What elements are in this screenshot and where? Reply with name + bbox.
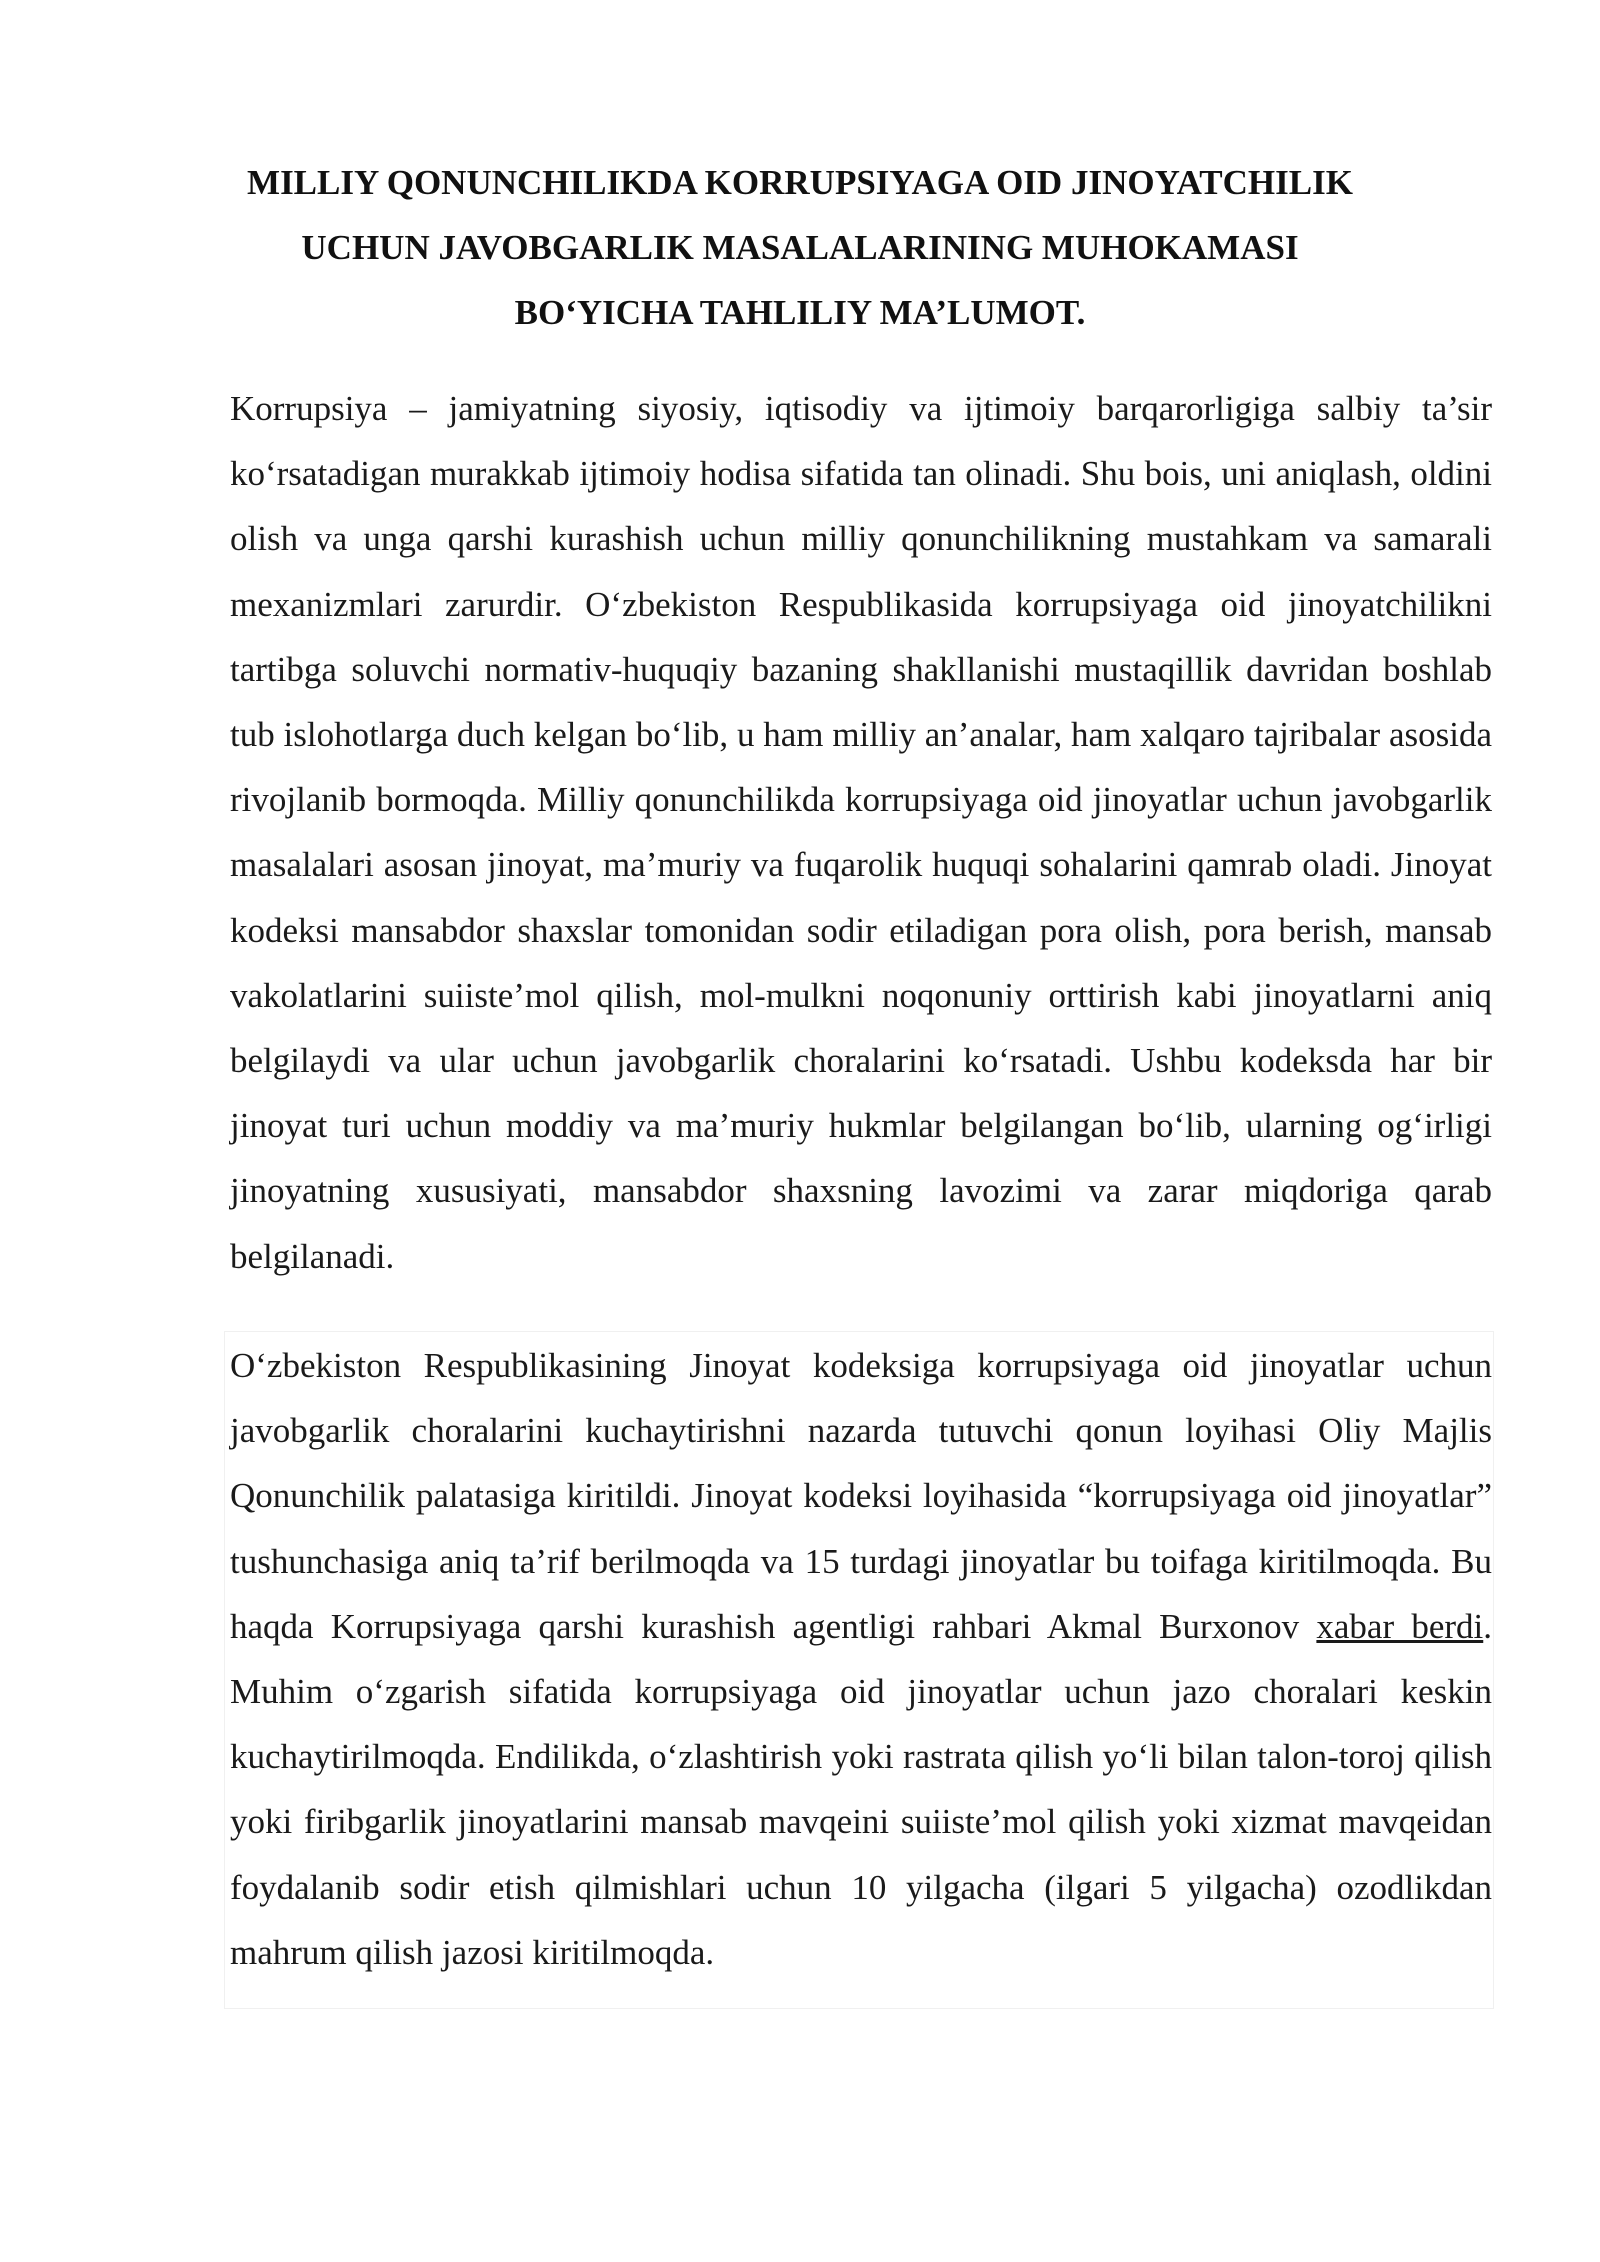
news-source-link[interactable]: xabar berdi — [1316, 1606, 1484, 1646]
paragraph-2-text-end: . Muhim o‘zgarish sifatida korrupsiyaga oid jinoyatlar uchun jazo choralari keskin kuchaytirilmoqda. Endilikda, o‘zlashtirish yoki rastrata qilish yo‘li bilan talon-toroj qilish yoki firibgarlik jinoyatlarini mansab mavqeini suiiste’mol qilish yoki xizmat mavqeidan foydalanib sodir etish qilmishlari uchun 10 yilgacha (ilgari 5 yilgacha) ozodlikdan mahrum qilish jazosi kiritilmoqda. — [230, 1606, 1492, 1972]
title-line-2: UCHUN JAVOBGARLIK MASALALARINING MUHOKAMASI — [301, 228, 1299, 267]
document-title — [230, 150, 1370, 345]
paragraph-2-text-start: O‘zbekiston Respublikasining Jinoyat kodeksiga korrupsiyaga oid jinoyatlar uchun javobgarlik choralarini kuchaytirishni nazarda tutuvchi qonun loyihasi Oliy Majlis Qonunchilik palatasiga kiritildi. Jinoyat kodeksi loyihasida “korrupsiyaga oid jinoyatlar” tushunchasiga aniq ta’rif berilmoqda va 15 turdagi jinoyatlar bu toifaga kiritilmoqda. Bu haqda Korrupsiyaga qarshi kurashish agentligi rahbari Akmal Burxonov — [230, 1346, 1492, 1646]
paragraph-1: Korrupsiya – jamiyatning siyosiy, iqtisodiy va ijtimoiy barqarorligiga salbiy ta’sir ko‘rsatadigan murakkab ijtimoiy hodisa sifatida tan olinadi. Shu bois, uni aniqlash, oldini olish va unga qarshi kurashish uchun milliy qonunchilikning mustahkam va samarali mexanizmlari zarurdir. O‘zbekiston Respublikasida korrupsiyaga oid jinoyatchilikni tartibga soluvchi normativ-huquqiy bazaning shakllanishi mustaqillik davridan boshlab tub islohotlarga duch kelgan bo‘lib, u ham milliy an’analar, ham xalqaro tajribalar asosida rivojlanib bormoqda. Milliy qonunchilikda korrupsiyaga oid jinoyatlar uchun javobgarlik masalalari asosan jinoyat, ma’muriy va fuqarolik huquqi sohalarini qamrab oladi. Jinoyat kodeksi mansabdor shaxslar tomonidan sodir etiladigan pora olish, pora berish, mansab vakolatlarini suiiste’mol qilish, mol-mulkni noqonuniy orttirish kabi jinoyatlarni aniq belgilaydi va ular uchun javobgarlik choralarini ko‘rsatadi. Ushbu kodeksda har bir jinoyat turi uchun moddiy va ma’muriy hukmlar belgilangan bo‘lib, ularning og‘irligi jinoyatning xususiyati, mansabdor shaxsning lavozimi va zarar miqdoriga qarab belgilanadi. — [230, 389, 1492, 1276]
paragraph-2 — [230, 1333, 1492, 1985]
title-line-1: MILLIY QONUNCHILIKDA KORRUPSIYAGA OID JINOYATCHILIK — [247, 163, 1353, 202]
title-line-3: BO‘YICHA TAHLILIY MA’LUMOT. — [514, 293, 1086, 332]
